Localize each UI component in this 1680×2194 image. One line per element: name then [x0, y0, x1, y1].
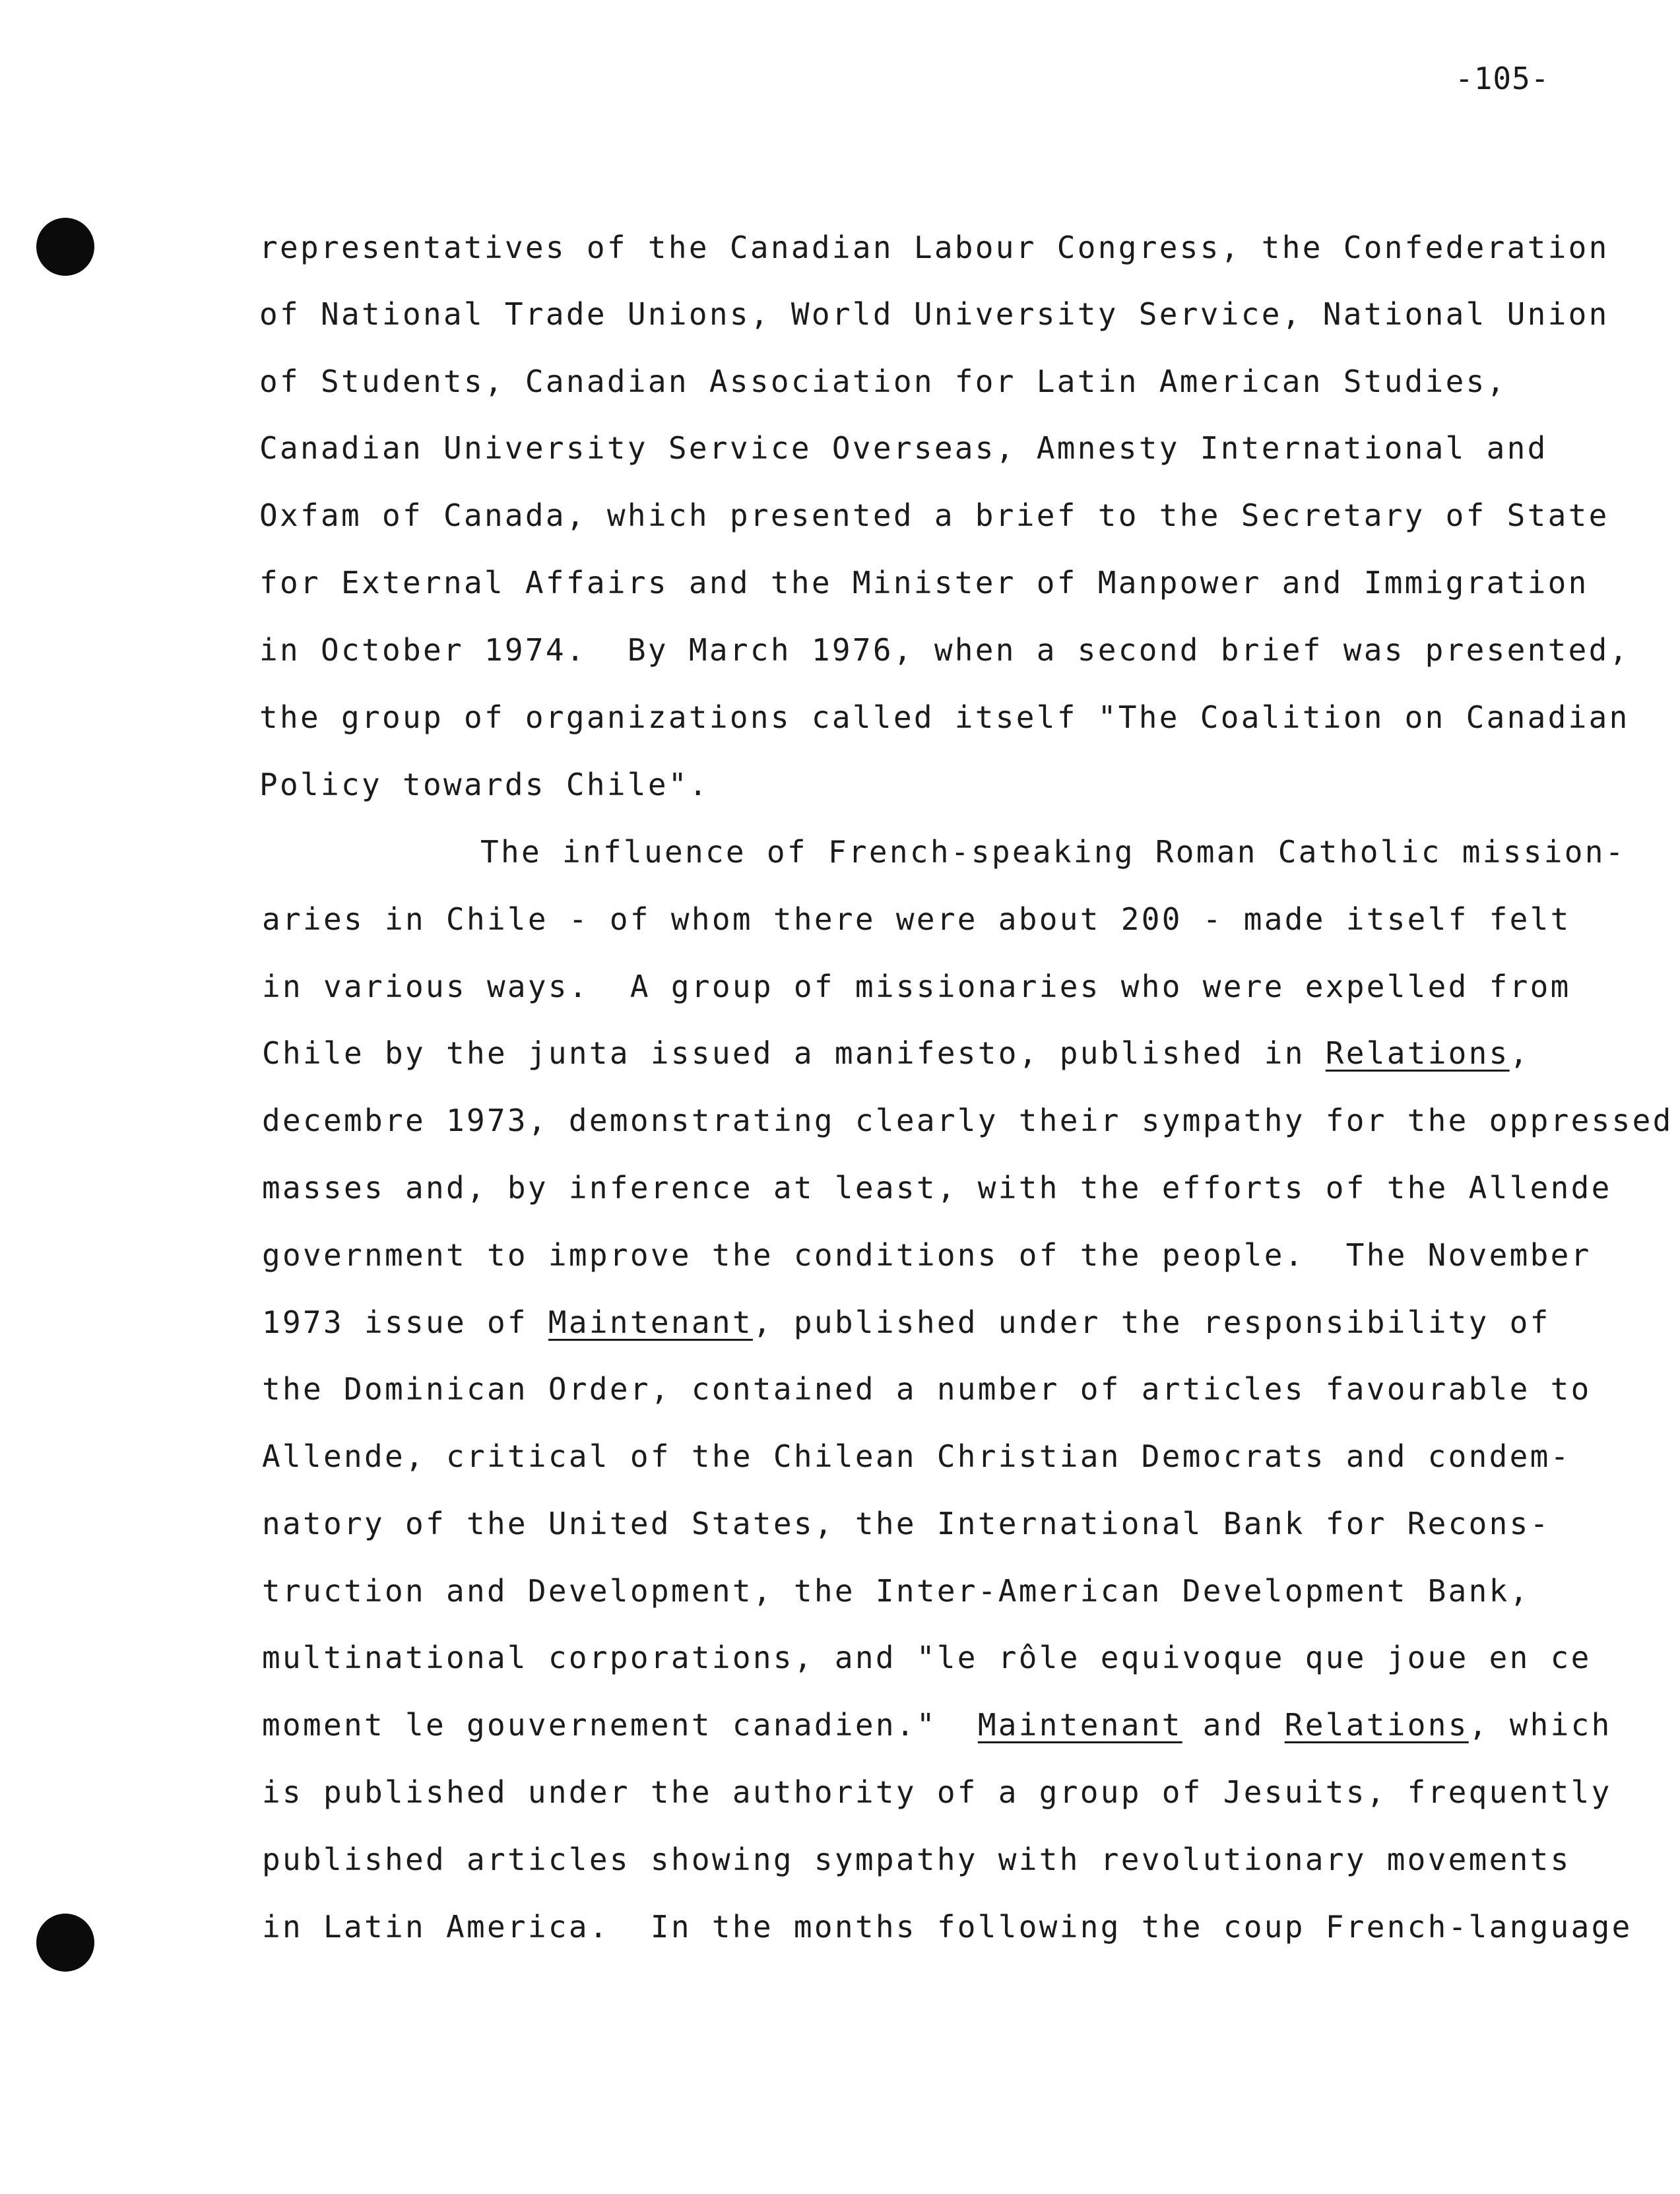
- text-line: decembre 1973, demonstrating clearly their sympathy for the oppressed: [262, 1103, 1673, 1138]
- text-line: Chile by the junta issued a manifesto, published in Relations,: [262, 1035, 1530, 1071]
- punch-hole-top: [36, 218, 94, 276]
- text-line: truction and Development, the Inter-American Development Bank,: [262, 1573, 1530, 1609]
- text-line: Oxfam of Canada, which presented a brief to the Secretary of State: [259, 498, 1609, 533]
- text-line: of National Trade Unions, World University Service, National Union: [259, 296, 1609, 332]
- text-line: multinational corporations, and "le rôle equivoque que joue en ce: [262, 1640, 1592, 1675]
- text-line: the group of organizations called itself "The Coalition on Canadian: [259, 699, 1630, 735]
- text-line: in Latin America. In the months following the coup French-language: [262, 1909, 1632, 1945]
- text-line: masses and, by inference at least, with the efforts of the Allende: [262, 1170, 1612, 1206]
- publication-title-relations: Relations: [1284, 1707, 1469, 1743]
- punch-hole-bottom: [36, 1914, 94, 1972]
- text-line: of Students, Canadian Association for Latin American Studies,: [259, 364, 1507, 399]
- text-line: published articles showing sympathy with revolutionary movements: [262, 1842, 1571, 1877]
- text-line: 1973 issue of Maintenant, published under the responsibility of: [262, 1305, 1551, 1340]
- publication-title-maintenant: Maintenant: [977, 1707, 1182, 1743]
- text-line: government to improve the conditions of the people. The November: [262, 1237, 1592, 1273]
- text-line: aries in Chile - of whom there were about 200 - made itself felt: [262, 901, 1571, 937]
- text-line: natory of the United States, the International Bank for Recons-: [262, 1506, 1551, 1541]
- paragraph-start-line: The influence of French-speaking Roman Catholic mission-: [480, 834, 1626, 870]
- publication-title-maintenant: Maintenant: [548, 1305, 753, 1340]
- text-line: in various ways. A group of missionaries who were expelled from: [262, 969, 1571, 1004]
- page-number: -105-: [1455, 61, 1550, 96]
- text-line: representatives of the Canadian Labour Congress, the Confederation: [259, 230, 1609, 265]
- text-line: moment le gouvernement canadien." Maintenant and Relations, which: [262, 1707, 1612, 1743]
- text-line: in October 1974. By March 1976, when a second brief was presented,: [259, 632, 1630, 668]
- text-line: the Dominican Order, contained a number of articles favourable to: [262, 1371, 1592, 1407]
- text-line: Policy towards Chile".: [259, 767, 709, 802]
- text-line: Canadian University Service Overseas, Amnesty International and: [259, 430, 1548, 466]
- text-line: is published under the authority of a group of Jesuits, frequently: [262, 1774, 1612, 1810]
- text-line: for External Affairs and the Minister of Manpower and Immigration: [259, 565, 1589, 600]
- text-line: Allende, critical of the Chilean Christian Democrats and condem-: [262, 1438, 1571, 1474]
- publication-title-relations: Relations: [1325, 1035, 1510, 1071]
